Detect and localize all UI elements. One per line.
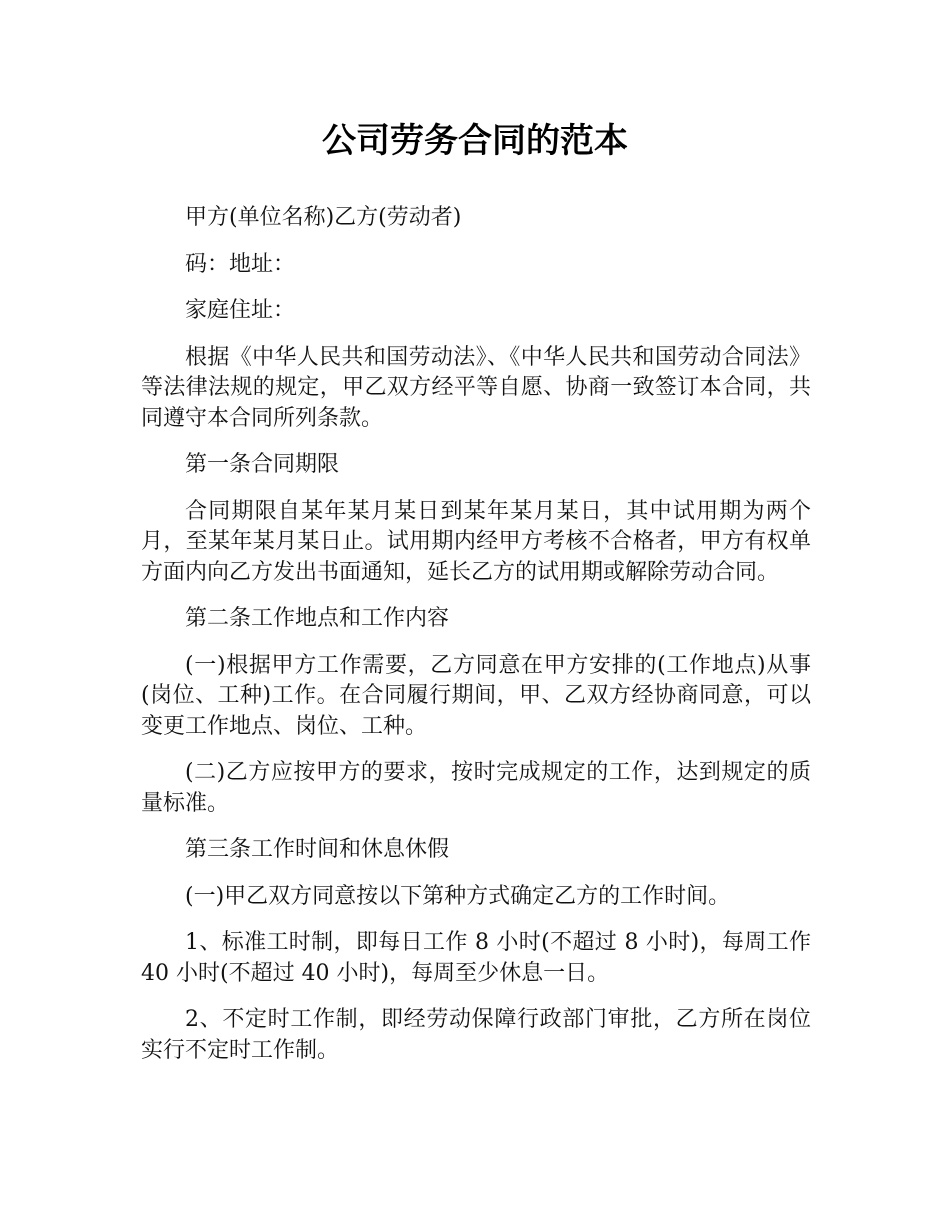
paragraph-work-location: (一)根据甲方工作需要，乙方同意在甲方安排的(工作地点)从事(岗位、工种)工作。在合同履行期间，甲、乙双方经协商同意，可以变更工作地点、岗位、工种。 [141,652,811,739]
section-heading-2: 第二条工作地点和工作内容 [185,606,450,631]
paragraph-code-address: 码：地址： [185,251,296,277]
paragraph-preamble: 根据《中华人民共和国劳动法》、《中华人民共和国劳动合同法》等法律法规的规定，甲乙双方经平等自愿、协商一致签订本合同，共同遵守本合同所列条款。 [141,344,811,431]
document-title: 公司劳务合同的范本 [322,121,628,161]
paragraph-flexible-hours: 2、不定时工作制，即经劳动保障行政部门审批，乙方所在岗位实行不定时工作制。 [141,1007,811,1063]
paragraph-parties: 甲方(单位名称)乙方(劳动者) [185,205,462,230]
paragraph-home-address: 家庭住址： [185,298,296,323]
document-body [141,203,811,1082]
section-heading-3: 第三条工作时间和休息休假 [185,837,450,862]
paragraph-work-hours-intro: (一)甲乙双方同意按以下第种方式确定乙方的工作时间。 [185,883,731,909]
section-heading-1: 第一条合同期限 [185,452,340,477]
paragraph-standard-hours: 1、标准工时制，即每日工作 8 小时(不超过 8 小时)，每周工作 40 小时(不超过 40 小时)，每周至少休息一日。 [141,930,811,986]
paragraph-work-standard: (二)乙方应按甲方的要求，按时完成规定的工作，达到规定的质量标准。 [141,760,811,816]
paragraph-contract-term: 合同期限自某年某月某日到某年某月某日，其中试用期为两个月，至某年某月某日止。试用期内经甲方考核不合格者，甲方有权单方面内向乙方发出书面通知，延长乙方的试用期或解除劳动合同。 [141,498,811,585]
